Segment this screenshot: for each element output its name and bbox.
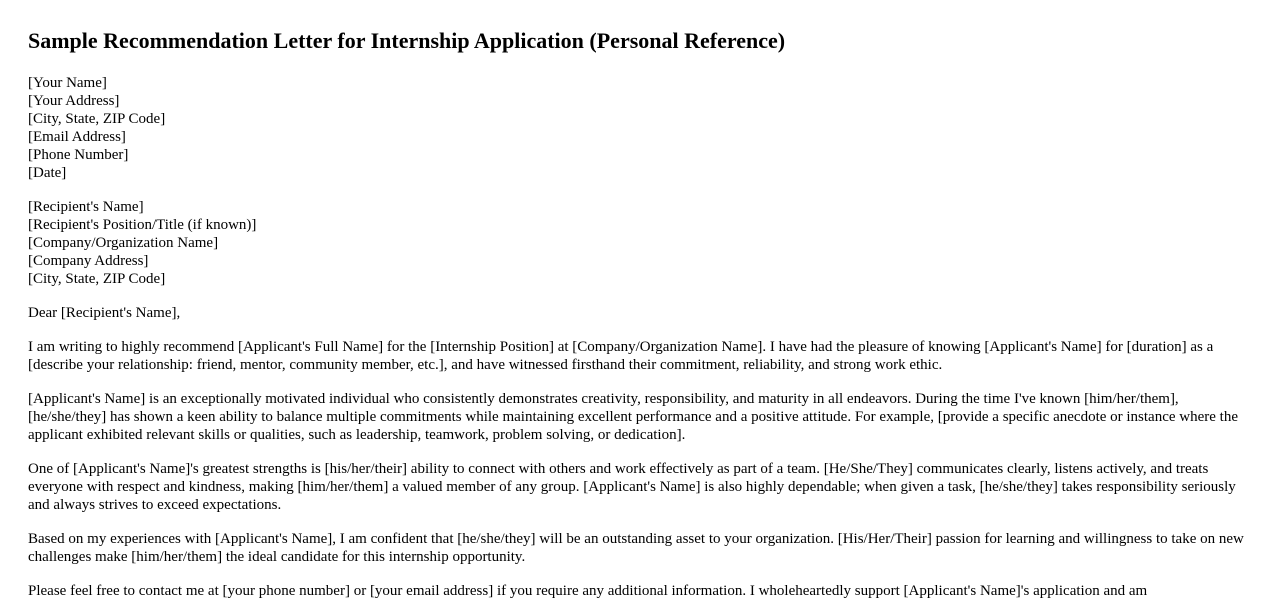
sender-address-block <box>28 74 1250 182</box>
recipient-company-address: [Company Address] <box>28 253 149 269</box>
body-paragraph-confidence: Based on my experiences with [Applicant's Name], I am confident that [he/she/they] will be an outstanding asset to your organization. [His/Her/Their] passion for learning and willingness to take on new challenges make [him/her/them] the ideal candidate for this internship opportunity. <box>28 531 1244 565</box>
recipient-position: [Recipient's Position/Title (if known)] <box>28 217 257 233</box>
sender-phone: [Phone Number] <box>28 147 129 163</box>
body-paragraph-contact: Please feel free to contact me at [your phone number] or [your email address] if you require any additional information. I wholeheartedly support [Applicant's Name]'s application and am <box>28 583 1148 599</box>
sender-city-state-zip: [City, State, ZIP Code] <box>28 111 166 127</box>
letter-date: [Date] <box>28 165 67 181</box>
recipient-name: [Recipient's Name] <box>28 199 144 215</box>
recipient-city-state-zip: [City, State, ZIP Code] <box>28 271 166 287</box>
sender-email: [Email Address] <box>28 129 126 145</box>
body-paragraph-intro: I am writing to highly recommend [Applicant's Full Name] for the [Internship Position] at [Company/Organization Name]. I have had the pleasure of knowing [Applicant's Name] for [duration] as a [describe your relationship: friend, mentor, community member, etc.], and have witnessed firsthand their commitment, reliability, and strong work ethic. <box>28 339 1214 373</box>
body-paragraph-qualities: [Applicant's Name] is an exceptionally motivated individual who consistently demonstrates creativity, responsibility, and maturity in all endeavors. During the time I've known [him/her/them], [he/she/they] has shown a keen ability to balance multiple commitments while maintaining excellent performance and a positive attitude. For example, [provide a specific anecdote or instance where the applicant exhibited relevant skills or qualities, such as leadership, teamwork, problem solving, or dedication]. <box>28 391 1238 443</box>
body-paragraph-strengths: One of [Applicant's Name]'s greatest strengths is [his/her/their] ability to connect with others and work effectively as part of a team. [He/She/They] communicates clearly, listens actively, and treats everyone with respect and kindness, making [him/her/them] a valued member of any group. [Applicant's Name] is also highly dependable; when given a task, [he/she/they] takes responsibility seriously and always strives to exceed expectations. <box>28 461 1236 513</box>
recipient-address-block <box>28 198 1250 288</box>
salutation: Dear [Recipient's Name], <box>28 305 181 321</box>
sender-address: [Your Address] <box>28 93 120 109</box>
page-title: Sample Recommendation Letter for Internship Application (Personal Reference) <box>28 28 786 53</box>
recipient-company: [Company/Organization Name] <box>28 235 219 251</box>
sender-name: [Your Name] <box>28 75 107 91</box>
